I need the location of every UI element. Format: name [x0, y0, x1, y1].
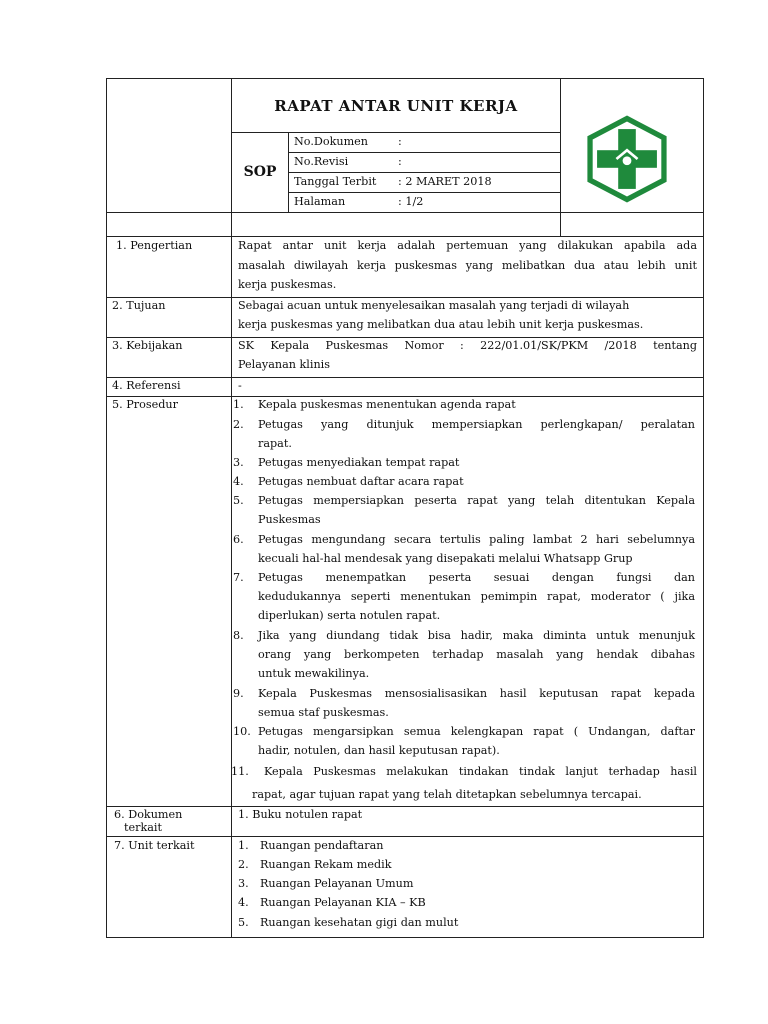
prosedur-num-10: 10. — [233, 725, 251, 738]
prosedur-item-11-line-2: rapat, agar tujuan rapat yang telah ditetapkan sebelumnya tercapai. — [252, 788, 642, 801]
unit-item-4: Ruangan Pelayanan KIA – KB — [260, 896, 426, 909]
prosedur-item-5-line-2: Puskesmas — [258, 513, 321, 526]
prosedur-item-9-line-2: semua staf puskesmas. — [258, 706, 389, 719]
prosedur-item-6-line-2: kecuali hal-hal mendesak yang disepakati melalui Whatsapp Grup — [258, 552, 633, 565]
prosedur-num-3: 3. — [233, 456, 244, 469]
unit-label: 7. Unit terkait — [114, 839, 195, 852]
meta-label-halaman: Halaman — [294, 195, 346, 208]
row-line-6 — [106, 836, 704, 837]
meta-value-no-dokumen: : — [398, 135, 402, 148]
prosedur-num-9: 9. — [233, 687, 244, 700]
pengertian-label: 1. Pengertian — [116, 239, 193, 252]
prosedur-num-1: 1. — [233, 398, 244, 411]
unit-item-5: Ruangan kesehatan gigi dan mulut — [260, 916, 459, 929]
row-line-3 — [106, 377, 704, 378]
pengertian-line-3: kerja puskesmas. — [238, 278, 337, 291]
unit-item-1: Ruangan pendaftaran — [260, 839, 384, 852]
meta-label-no-revisi: No.Revisi — [294, 155, 349, 168]
kebijakan-label: 3. Kebijakan — [112, 339, 183, 352]
title-bottom-line — [231, 132, 560, 133]
pengertian-line-2: masalah diwilayah kerja puskesmas yang melibatkan dua atau lebih unit — [238, 259, 697, 272]
puskesmas-logo — [583, 115, 671, 203]
content-label-divider — [231, 236, 232, 938]
prosedur-item-8-line-3: untuk mewakilinya. — [258, 667, 370, 680]
prosedur-item-8-line-1: Jika yang diundang tidak bisa hadir, maka diminta untuk menunjuk — [258, 629, 695, 642]
dokumen-label-line-2: terkait — [124, 821, 162, 834]
prosedur-item-8-line-2: orang yang berkompeten terhadap masalah yang hendak dibahas — [258, 648, 695, 661]
prosedur-num-8: 8. — [233, 629, 244, 642]
unit-num-2: 2. — [238, 858, 249, 871]
unit-num-4: 4. — [238, 896, 249, 909]
prosedur-item-10-line-2: hadir, notulen, dan hasil keputusan rapat). — [258, 744, 500, 757]
unit-num-1: 1. — [238, 839, 249, 852]
prosedur-item-4-line-1: Petugas nembuat daftar acara rapat — [258, 475, 464, 488]
prosedur-item-3-line-1: Petugas menyediakan tempat rapat — [258, 456, 460, 469]
unit-item-2: Ruangan Rekam medik — [260, 858, 392, 871]
prosedur-num-11: 11. — [231, 765, 249, 778]
prosedur-num-2: 2. — [233, 418, 244, 431]
meta-value-no-revisi: : — [398, 155, 402, 168]
meta-value-tanggal-terbit: : 2 MARET 2018 — [398, 175, 492, 188]
dokumen-value: 1. Buku notulen rapat — [238, 808, 363, 821]
prosedur-num-7: 7. — [233, 571, 244, 584]
meta-value-halaman: : 1/2 — [398, 195, 424, 208]
prosedur-num-5: 5. — [233, 494, 244, 507]
meta-label-no-dokumen: No.Dokumen — [294, 135, 369, 148]
meta-label-tanggal-terbit: Tanggal Terbit — [294, 175, 377, 188]
header-divider-right — [560, 78, 561, 237]
prosedur-item-6-line-1: Petugas mengundang secara tertulis paling lambat 2 hari sebelumnya — [258, 533, 695, 546]
sop-label: SOP — [243, 164, 277, 180]
unit-num-5: 5. — [238, 916, 249, 929]
tujuan-line-2: kerja puskesmas yang melibatkan dua atau lebih unit kerja puskesmas. — [238, 318, 644, 331]
prosedur-num-4: 4. — [233, 475, 244, 488]
prosedur-item-10-line-1: Petugas mengarsipkan semua kelengkapan rapat ( Undangan, daftar — [258, 725, 695, 738]
row-line-5 — [106, 806, 704, 807]
tujuan-line-1: Sebagai acuan untuk menyelesaikan masalah yang terjadi di wilayah — [238, 299, 630, 312]
kebijakan-line-1: SK Kepala Puskesmas Nomor : 222/01.01/SK/PKM /2018 tentang — [238, 339, 697, 352]
dokumen-label-line-1: 6. Dokumen — [114, 808, 183, 821]
document-title: RAPAT ANTAR UNIT KERJA — [274, 97, 518, 115]
unit-item-3: Ruangan Pelayanan Umum — [260, 877, 414, 890]
prosedur-item-7-line-3: diperlukan) serta notulen rapat. — [258, 609, 441, 622]
prosedur-item-5-line-1: Petugas mempersiapkan peserta rapat yang telah ditentukan Kepala — [258, 494, 695, 507]
prosedur-num-6: 6. — [233, 533, 244, 546]
prosedur-item-2-line-2: rapat. — [258, 437, 292, 450]
unit-num-3: 3. — [238, 877, 249, 890]
prosedur-item-7-line-2: kedudukannya seperti menentukan pemimpin rapat, moderator ( jika — [258, 590, 695, 603]
prosedur-item-9-line-1: Kepala Puskesmas mensosialisasikan hasil keputusan rapat kepada — [258, 687, 695, 700]
prosedur-item-11-line-1: Kepala Puskesmas melakukan tindakan tindak lanjut terhadap hasil — [264, 765, 697, 778]
tujuan-label: 2. Tujuan — [112, 299, 166, 312]
header-signature-line — [106, 212, 704, 213]
prosedur-item-7-line-1: Petugas menempatkan peserta sesuai dengan fungsi dan — [258, 571, 695, 584]
prosedur-label: 5. Prosedur — [112, 398, 178, 411]
referensi-value: - — [238, 379, 242, 392]
prosedur-item-1-line-1: Kepala puskesmas menentukan agenda rapat — [258, 398, 516, 411]
pengertian-line-1: Rapat antar unit kerja adalah pertemuan yang dilakukan apabila ada — [238, 239, 697, 252]
kebijakan-line-2: Pelayanan klinis — [238, 358, 330, 371]
prosedur-item-2-line-1: Petugas yang ditunjuk mempersiapkan perlengkapan/ peralatan — [258, 418, 695, 431]
referensi-label: 4. Referensi — [112, 379, 181, 392]
